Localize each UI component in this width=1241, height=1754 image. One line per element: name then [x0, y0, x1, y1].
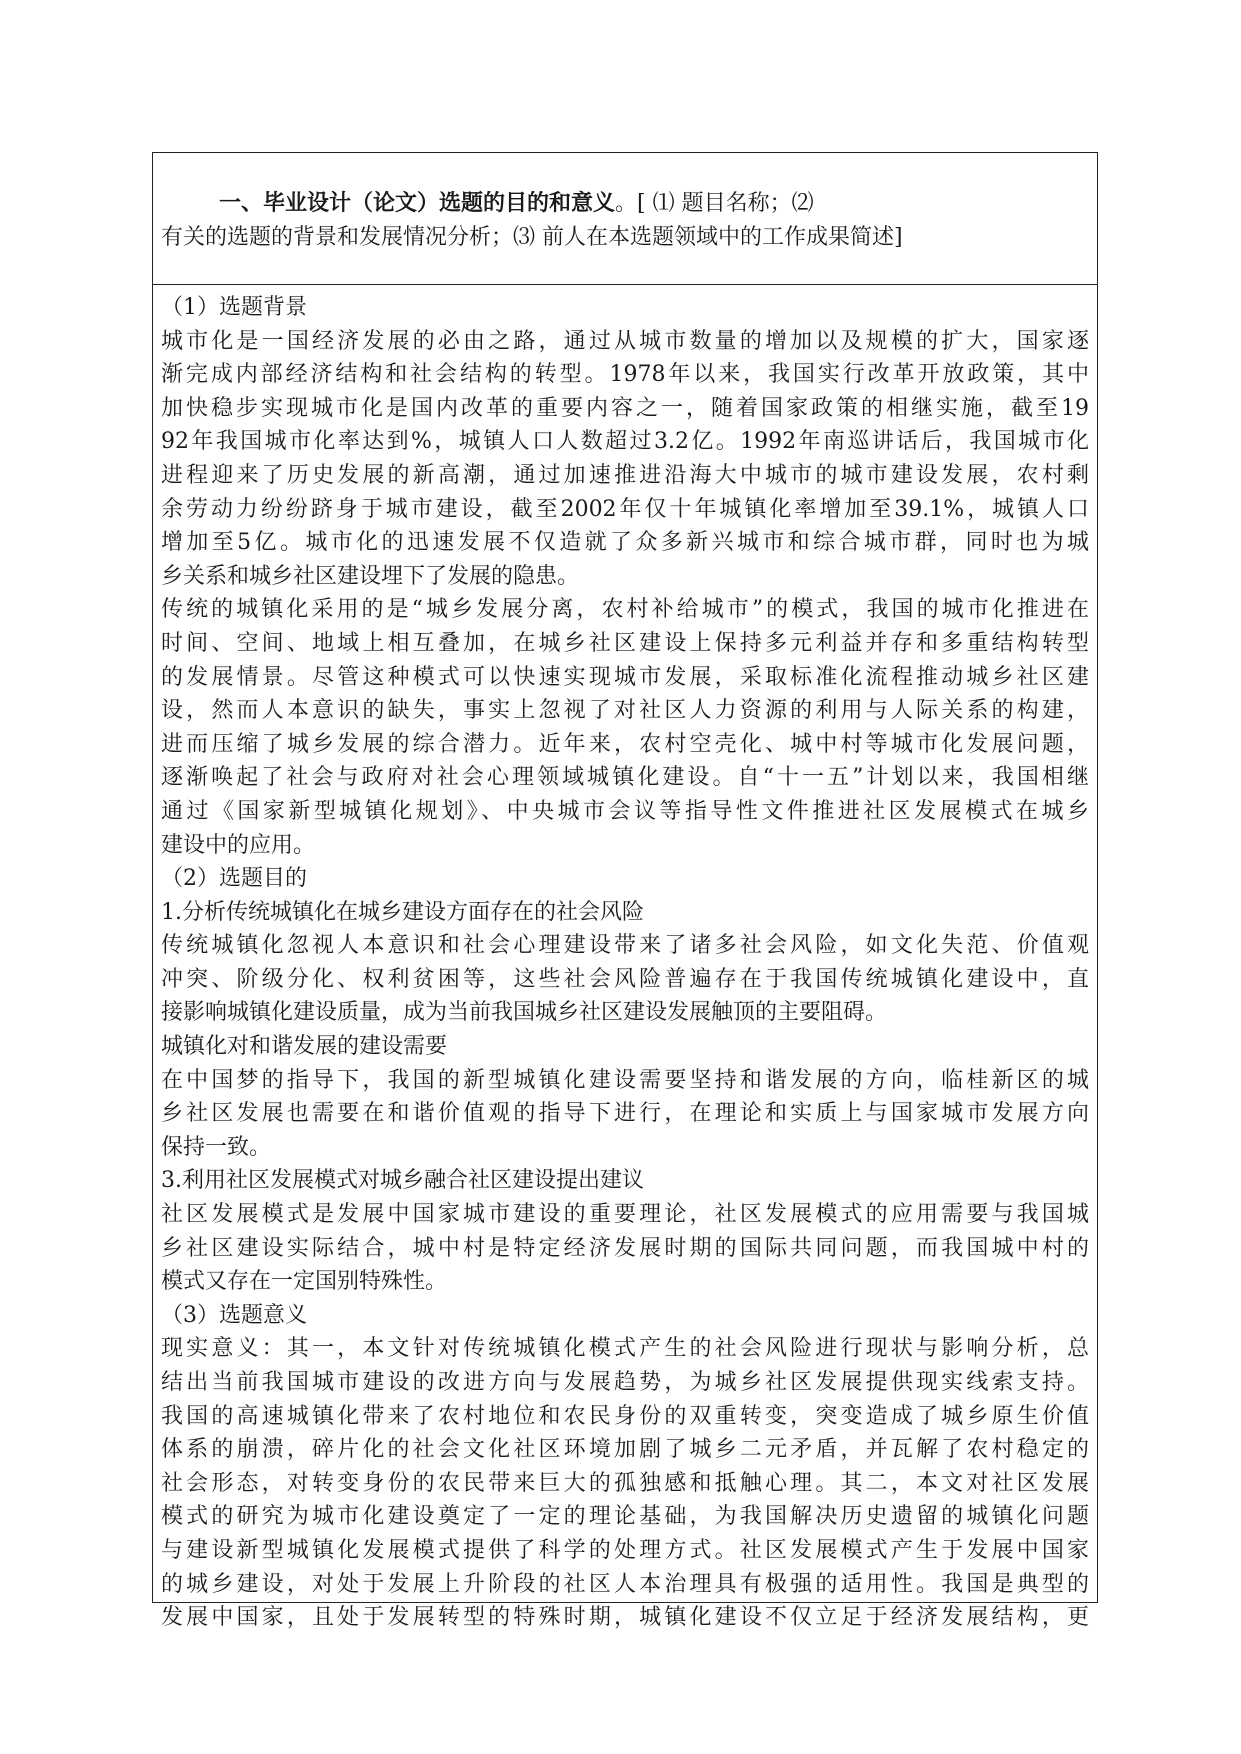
body-text-line: 的城乡建设，对处于发展上升阶段的社区人本治理具有极强的适用性。我国是典型的	[161, 1571, 1089, 1597]
body-text-line: 模式又存在一定国别特殊性。	[161, 1269, 448, 1295]
body-text-line: 发展中国家，且处于发展转型的特殊时期，城镇化建设不仅立足于经济发展结构，更	[161, 1605, 1089, 1631]
body-text-line: 建设中的应用。	[161, 832, 316, 858]
section-title-suffix: 。[ ⑴ 题目名称；⑵	[615, 191, 814, 216]
body-text-line: 加快稳步实现城市化是国内改革的重要内容之一，随着国家政策的相继实施，截至19	[161, 395, 1089, 421]
body-text-line: （3）选题意义	[161, 1302, 307, 1328]
body-text-line: 的发展情景。尽管这种模式可以快速实现城市发展，采取标准化流程推动城乡社区建	[161, 664, 1089, 690]
body-text-line: 模式的研究为城市化建设奠定了一定的理论基础，为我国解决历史遗留的城镇化问题	[161, 1504, 1089, 1530]
body-text-line: 乡社区发展也需要在和谐价值观的指导下进行，在理论和实质上与国家城市发展方向	[161, 1101, 1089, 1127]
body-text-line: 结出当前我国城市建设的改进方向与发展趋势，为城乡社区发展提供现实线索支持。	[161, 1370, 1089, 1395]
body-text-line: 社区发展模式是发展中国家城市建设的重要理论，社区发展模式的应用需要与我国城	[161, 1202, 1089, 1228]
body-text-line: 传统城镇化忽视人本意识和社会心理建设带来了诸多社会风险，如文化失范、价值观	[161, 933, 1089, 959]
body-text-line: （1）选题背景	[161, 295, 307, 320]
body-text-line: 我国的高速城镇化带来了农村地位和农民身份的双重转变，突变造成了城乡原生价值	[161, 1403, 1089, 1429]
section-header-line2: 有关的选题的背景和发展情况分析；⑶ 前人在本选题领域中的工作成果简述]	[161, 225, 903, 250]
section-body-cell	[153, 285, 1097, 1631]
proposal-table	[152, 152, 1098, 1631]
body-text-line: 接影响城镇化建设质量，成为当前我国城乡社区建设发展触顶的主要阻碍。	[161, 1000, 888, 1026]
body-text-line: 现实意义：其一，本文针对传统城镇化模式产生的社会风险进行现状与影响分析，总	[161, 1336, 1089, 1362]
body-text-line: 保持一致。	[161, 1134, 272, 1160]
body-text-line: 城镇化对和谐发展的建设需要	[161, 1034, 448, 1060]
body-text-line: 传统的城镇化采用的是“城乡发展分离，农村补给城市”的模式，我国的城市化推进在	[161, 597, 1089, 623]
body-text-line: 进而压缩了城乡发展的综合潜力。近年来，农村空壳化、城中村等城市化发展问题，	[161, 731, 1089, 757]
body-text-line: 乡关系和城乡社区建设埋下了发展的隐患。	[161, 563, 580, 589]
body-text-line: 城市化是一国经济发展的必由之路，通过从城市数量的增加以及规模的扩大，国家逐	[161, 328, 1089, 354]
body-text-line: （2）选题目的	[161, 866, 307, 892]
body-text-line: 逐渐唤起了社会与政府对社会心理领域城镇化建设。自“十一五”计划以来，我国相继	[161, 765, 1089, 791]
body-text-line: 3.利用社区发展模式对城乡融合社区建设提出建议	[161, 1168, 644, 1194]
body-text-line: 进程迎来了历史发展的新高潮，通过加速推进沿海大中城市的城市建设发展，农村剩	[161, 462, 1089, 488]
body-text-line: 92年我国城市化率达到%，城镇人口人数超过3.2亿。1992年南巡讲话后，我国城市化	[161, 429, 1089, 455]
body-text-line: 渐完成内部经济结构和社会结构的转型。1978年以来，我国实行改革开放政策，其中	[161, 362, 1089, 388]
body-text-line: 设，然而人本意识的缺失，事实上忽视了对社区人力资源的利用与人际关系的构建，	[161, 698, 1089, 724]
body-text-line: 与建设新型城镇化发展模式提供了科学的处理方式。社区发展模式产生于发展中国家	[161, 1537, 1089, 1563]
body-text-line: 乡社区建设实际结合，城中村是特定经济发展时期的国际共同问题，而我国城中村的	[161, 1235, 1089, 1261]
body-text-line: 冲突、阶级分化、权利贫困等，这些社会风险普遍存在于我国传统城镇化建设中，直	[161, 966, 1089, 992]
section-header-cell	[153, 153, 1097, 285]
body-text-line: 体系的崩溃，碎片化的社会文化社区环境加剧了城乡二元矛盾，并瓦解了农村稳定的	[161, 1437, 1089, 1463]
body-text-line: 1.分析传统城镇化在城乡建设方面存在的社会风险	[161, 899, 644, 925]
body-text-line: 在中国梦的指导下，我国的新型城镇化建设需要坚持和谐发展的方向，临桂新区的城	[161, 1067, 1089, 1093]
section-title: 一、毕业设计（论文）选题的目的和意义	[219, 191, 616, 216]
body-text-line: 时间、空间、地域上相互叠加，在城乡社区建设上保持多元利益并存和多重结构转型	[161, 630, 1089, 656]
body-text-line: 通过《国家新型城镇化规划》、中央城市会议等指导性文件推进社区发展模式在城乡	[161, 798, 1089, 824]
body-text-line: 余劳动力纷纷跻身于城市建设，截至2002年仅十年城镇化率增加至39.1%，城镇人口	[161, 496, 1089, 522]
body-text-line: 增加至5亿。城市化的迅速发展不仅造就了众多新兴城市和综合城市群，同时也为城	[161, 530, 1089, 556]
body-text-line: 社会形态，对转变身份的农民带来巨大的孤独感和抵触心理。其二，本文对社区发展	[161, 1470, 1089, 1496]
section-header-line1	[161, 187, 1089, 221]
